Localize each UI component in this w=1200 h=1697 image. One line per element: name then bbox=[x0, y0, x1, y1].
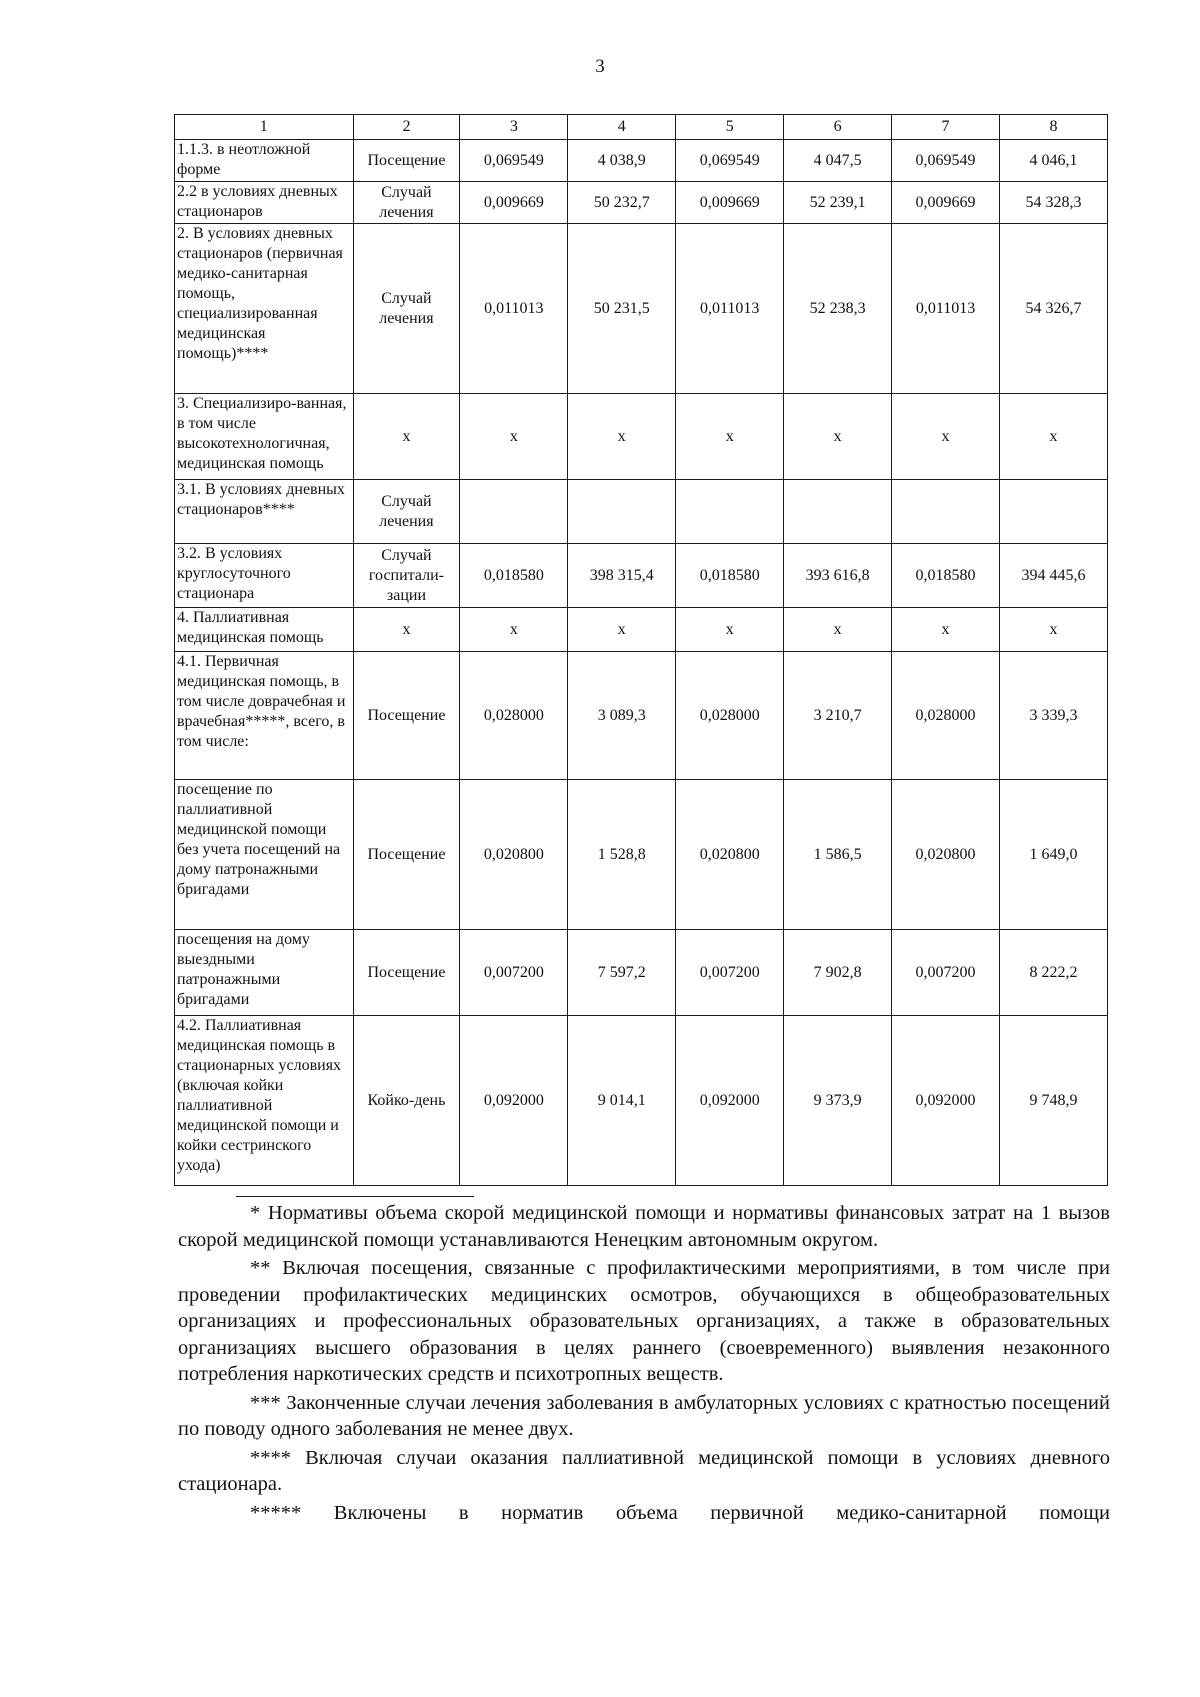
row-name: посещения на дому выездными патронажными бригадами bbox=[175, 930, 354, 1016]
table-cell: 0,007200 bbox=[892, 930, 1000, 1016]
table-cell: 0,020800 bbox=[892, 780, 1000, 930]
column-header: 8 bbox=[1000, 115, 1108, 140]
table-cell: 0,092000 bbox=[892, 1016, 1000, 1186]
table-row bbox=[175, 608, 1108, 652]
table-cell: х bbox=[460, 394, 568, 480]
column-header: 6 bbox=[784, 115, 892, 140]
table-cell: х bbox=[892, 394, 1000, 480]
table-row bbox=[175, 1016, 1108, 1186]
table-cell: 0,092000 bbox=[460, 1016, 568, 1186]
table-cell: 0,028000 bbox=[892, 652, 1000, 780]
footnote-divider bbox=[236, 1196, 474, 1197]
row-name: 4. Паллиативная медицинская помощь bbox=[175, 608, 354, 652]
norms-table bbox=[174, 114, 1108, 1186]
footnotes bbox=[178, 1200, 1110, 1528]
table-cell bbox=[460, 480, 568, 544]
table-cell: 0,011013 bbox=[460, 224, 568, 394]
table-cell: х bbox=[676, 394, 784, 480]
table-cell: 9 748,9 bbox=[1000, 1016, 1108, 1186]
table-cell: х bbox=[568, 608, 676, 652]
row-name: посещение по паллиативной медицинской помощи без учета посещений на дому патронажными бригадами bbox=[175, 780, 354, 930]
page-number: 3 bbox=[595, 56, 605, 77]
row-unit: Посещение bbox=[353, 652, 460, 780]
table-cell: 50 231,5 bbox=[568, 224, 676, 394]
table-cell: 398 315,4 bbox=[568, 544, 676, 608]
table-cell: 0,069549 bbox=[460, 140, 568, 182]
column-header: 2 bbox=[353, 115, 460, 140]
table-cell: 1 528,8 bbox=[568, 780, 676, 930]
table-cell: 394 445,6 bbox=[1000, 544, 1108, 608]
table-cell: 4 038,9 bbox=[568, 140, 676, 182]
footnote-4: **** Включая случаи оказания паллиативной медицинской помощи в условиях дневного стационара. bbox=[178, 1446, 1110, 1495]
row-name: 3.2. В условиях круглосуточного стационара bbox=[175, 544, 354, 608]
table-cell: 3 210,7 bbox=[784, 652, 892, 780]
table-cell: 0,007200 bbox=[676, 930, 784, 1016]
table-row bbox=[175, 544, 1108, 608]
footnote-2: ** Включая посещения, связанные с профилактическими мероприятиями, в том числе при проведении профилактических медицинских осмотров, обучающихся в общеобразовательных организациях и профессиональных образовательных организациях, а также в образовательных организациях высшего образования в целях раннего (своевременного) выявления незаконного потребления наркотических средств и психотропных веществ. bbox=[178, 1257, 1110, 1385]
table-cell: 0,009669 bbox=[460, 182, 568, 224]
table-cell: 0,009669 bbox=[892, 182, 1000, 224]
table-cell: х bbox=[1000, 394, 1108, 480]
table-cell: 0,018580 bbox=[892, 544, 1000, 608]
table-cell: 9 373,9 bbox=[784, 1016, 892, 1186]
table-cell: х bbox=[784, 608, 892, 652]
table-cell: 0,011013 bbox=[676, 224, 784, 394]
table-cell: 0,069549 bbox=[676, 140, 784, 182]
table-row bbox=[175, 930, 1108, 1016]
row-name: 2. В условиях дневных стационаров (первичная медико-санитарная помощь, специализированная медицинская помощь)**** bbox=[175, 224, 354, 394]
table-cell: 52 239,1 bbox=[784, 182, 892, 224]
table-cell: 0,028000 bbox=[676, 652, 784, 780]
row-unit: Случай госпитали-зации bbox=[353, 544, 460, 608]
column-header: 5 bbox=[676, 115, 784, 140]
row-unit: х bbox=[353, 394, 460, 480]
table-cell: 54 328,3 bbox=[1000, 182, 1108, 224]
table-cell: 7 902,8 bbox=[784, 930, 892, 1016]
table-cell: 3 339,3 bbox=[1000, 652, 1108, 780]
column-header: 7 bbox=[892, 115, 1000, 140]
table-cell: 0,020800 bbox=[460, 780, 568, 930]
table-cell bbox=[568, 480, 676, 544]
row-name: 4.1. Первичная медицинская помощь, в том числе доврачебная и врачебная*****, всего, в том числе: bbox=[175, 652, 354, 780]
table-cell: х bbox=[676, 608, 784, 652]
table-cell: х bbox=[892, 608, 1000, 652]
table-row bbox=[175, 140, 1108, 182]
table-cell: 0,069549 bbox=[892, 140, 1000, 182]
table-cell: 0,028000 bbox=[460, 652, 568, 780]
table-row bbox=[175, 224, 1108, 394]
table-cell: 0,092000 bbox=[676, 1016, 784, 1186]
row-unit: Посещение bbox=[353, 780, 460, 930]
footnote-1: * Нормативы объема скорой медицинской помощи и нормативы финансовых затрат на 1 вызов скорой медицинской помощи устанавливаются Ненецким автономным округом. bbox=[178, 1202, 1110, 1251]
table-cell bbox=[1000, 480, 1108, 544]
row-unit: Посещение bbox=[353, 930, 460, 1016]
table-cell: 7 597,2 bbox=[568, 930, 676, 1016]
table-cell: 8 222,2 bbox=[1000, 930, 1108, 1016]
table-row bbox=[175, 780, 1108, 930]
table-cell: 0,011013 bbox=[892, 224, 1000, 394]
footnote-5: ***** Включены в норматив объема первичной медико-санитарной помощи bbox=[250, 1501, 1110, 1524]
table-cell: 50 232,7 bbox=[568, 182, 676, 224]
table-cell: х bbox=[784, 394, 892, 480]
row-name: 3.1. В условиях дневных стационаров**** bbox=[175, 480, 354, 544]
table-cell: 3 089,3 bbox=[568, 652, 676, 780]
row-name: 2.2 в условиях дневных стационаров bbox=[175, 182, 354, 224]
table-cell: х bbox=[460, 608, 568, 652]
row-unit: х bbox=[353, 608, 460, 652]
table-cell: 9 014,1 bbox=[568, 1016, 676, 1186]
table-header-row bbox=[175, 115, 1108, 140]
table-cell: х bbox=[1000, 608, 1108, 652]
table-row bbox=[175, 480, 1108, 544]
footnote-3: *** Законченные случаи лечения заболевания в амбулаторных условиях с кратностью посещений по поводу одного заболевания не менее двух. bbox=[178, 1391, 1110, 1440]
table-cell bbox=[676, 480, 784, 544]
row-unit: Случай лечения bbox=[353, 224, 460, 394]
table-cell: 52 238,3 bbox=[784, 224, 892, 394]
table-cell: 0,007200 bbox=[460, 930, 568, 1016]
table-cell: 4 047,5 bbox=[784, 140, 892, 182]
row-unit: Посещение bbox=[353, 140, 460, 182]
table-row bbox=[175, 652, 1108, 780]
column-header: 4 bbox=[568, 115, 676, 140]
row-name: 4.2. Паллиативная медицинская помощь в стационарных условиях (включая койки паллиативной медицинской помощи и койки сестринского ухода) bbox=[175, 1016, 354, 1186]
table-cell: 4 046,1 bbox=[1000, 140, 1108, 182]
column-header: 1 bbox=[175, 115, 354, 140]
column-header: 3 bbox=[460, 115, 568, 140]
row-unit: Койко-день bbox=[353, 1016, 460, 1186]
table-cell: 1 586,5 bbox=[784, 780, 892, 930]
table-cell: 393 616,8 bbox=[784, 544, 892, 608]
table-row bbox=[175, 394, 1108, 480]
table-row bbox=[175, 182, 1108, 224]
table-cell: 1 649,0 bbox=[1000, 780, 1108, 930]
table-cell: х bbox=[568, 394, 676, 480]
row-unit: Случай лечения bbox=[353, 480, 460, 544]
table-cell: 0,018580 bbox=[460, 544, 568, 608]
table-cell: 0,020800 bbox=[676, 780, 784, 930]
table-cell: 54 326,7 bbox=[1000, 224, 1108, 394]
table-cell: 0,018580 bbox=[676, 544, 784, 608]
table-cell bbox=[784, 480, 892, 544]
row-name: 1.1.3. в неотложной форме bbox=[175, 140, 354, 182]
table-cell bbox=[892, 480, 1000, 544]
table-cell: 0,009669 bbox=[676, 182, 784, 224]
row-name: 3. Специализиро-ванная, в том числе высокотехнологичная, медицинская помощь bbox=[175, 394, 354, 480]
row-unit: Случай лечения bbox=[353, 182, 460, 224]
